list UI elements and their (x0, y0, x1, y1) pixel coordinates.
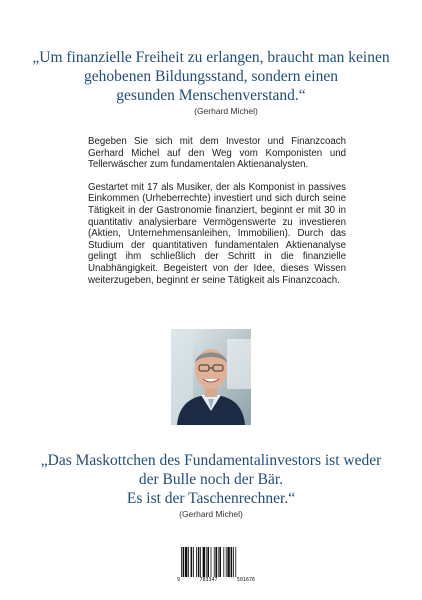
barcode-bar (215, 547, 217, 577)
barcode-bar (233, 547, 234, 577)
barcode-bar (198, 547, 200, 577)
bottom-quote (20, 451, 402, 520)
barcode-bar (196, 547, 197, 577)
top-quote-line-1: „Um finanzielle Freiheit zu erlangen, braucht man keinen (32, 49, 390, 66)
isbn-barcode (175, 547, 257, 587)
description-paragraph-2: Gestartet mit 17 als Musiker, der als Komponist in passives Einkommen (Urheberrechte) investiert und sich durch seine Tätigkeit in der Gastronomie finanziert, beginnt er mit 30 in quantitativ analysierbare Vermögenswerte zu investieren (Aktien, Unternehmensanleihen, Immobilien). Durch das Studium der quantitativen fundamentalen Aktienanalyse gelingt ihm schließlich der Schritt in die finanzielle Unabhängigkeit. Begeistert von der Idee, dieses Wissen weiterzugeben, beginnt er seine Tätigkeit als Finanzcoach. (88, 181, 346, 286)
top-quote-author: (Gerhard Michel) (194, 106, 258, 116)
description-text (88, 136, 346, 297)
barcode-bar (218, 547, 219, 577)
barcode-bar (207, 547, 209, 577)
description-paragraph-1: Begeben Sie sich mit dem Investor und Finanzcoach Gerhard Michel auf den Weg vom Komponisten und Tellerwäscher zum fundamentalen Aktienanalysten. (88, 136, 346, 171)
barcode-bar (203, 547, 205, 577)
bottom-quote-line-1: „Das Maskottchen des Fundamentalinvestors ist weder (40, 452, 382, 469)
barcode-bar (206, 547, 207, 577)
top-quote-line-3: gesunden Menschenverstand.“ (116, 87, 306, 104)
barcode-bar (193, 547, 194, 577)
barcode-bar (183, 547, 185, 577)
barcode-bar (235, 547, 236, 577)
top-quote (20, 48, 402, 117)
bottom-quote-author: (Gerhard Michel) (179, 509, 243, 519)
barcode-bar (231, 547, 233, 577)
barcode-bar (227, 547, 229, 577)
barcode-bar (223, 547, 224, 577)
bottom-quote-line-3: Es ist der Taschenrechner.“ (126, 490, 296, 507)
barcode-digit-group-2: 501676 (236, 577, 255, 583)
barcode-bar (191, 547, 193, 577)
barcode-bar (211, 547, 212, 577)
author-portrait-image (171, 329, 251, 425)
author-photo (171, 329, 251, 425)
barcode-bar (226, 547, 227, 577)
barcode-digit-prefix: 9 (177, 577, 181, 583)
barcode-bar (214, 547, 215, 577)
barcode-bar (185, 547, 187, 577)
barcode-bar (181, 547, 182, 577)
barcode-bar (219, 547, 221, 577)
barcode-bar (200, 547, 201, 577)
bottom-quote-line-2: der Bulle noch der Bär. (138, 471, 284, 488)
barcode-digit-group-1: 783347 (199, 577, 218, 583)
top-quote-line-2: gehobenen Bildungsstand, sondern einen (84, 68, 338, 85)
barcode-number (175, 577, 257, 583)
barcode-bar (188, 547, 189, 577)
barcode-bars (181, 547, 253, 577)
